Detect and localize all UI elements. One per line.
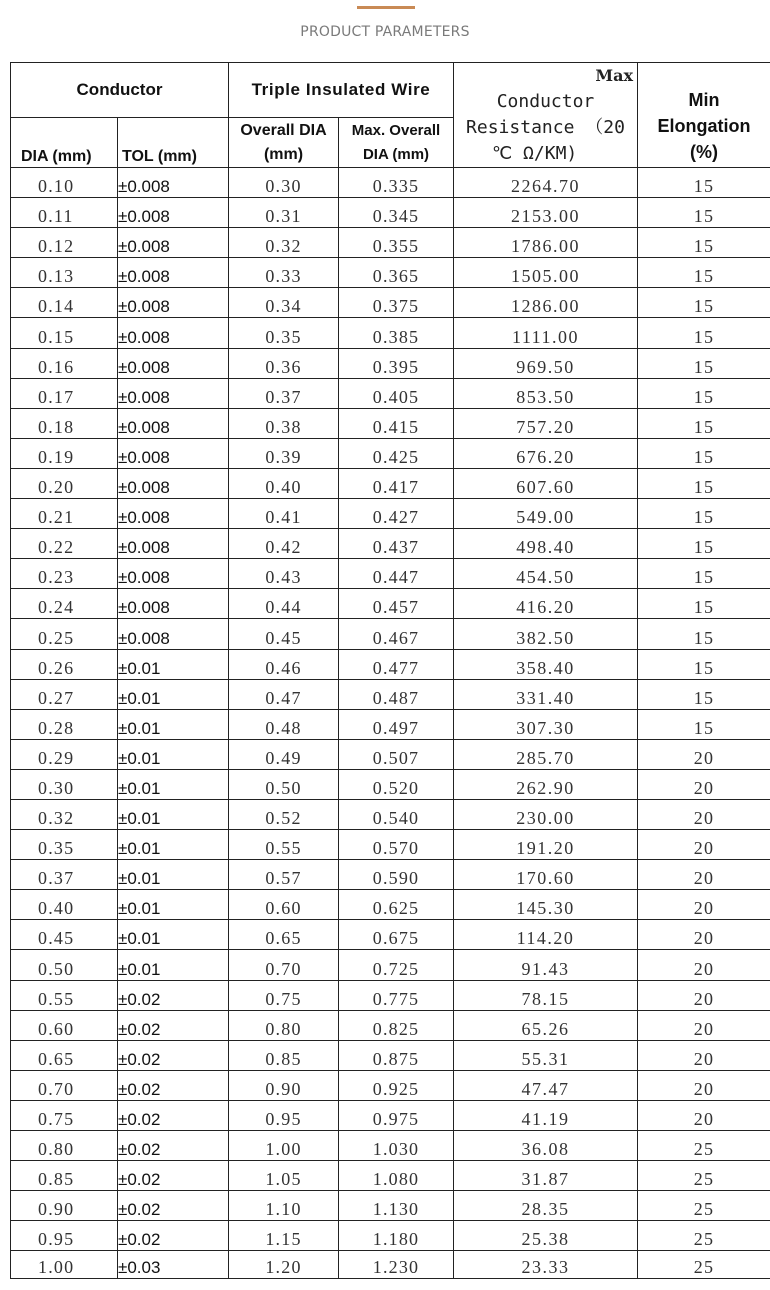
overall-dia-cell: 1.05 [229, 1161, 339, 1191]
overall-dia-cell: 0.50 [229, 769, 339, 799]
min-elongation-cell: 25 [638, 1251, 770, 1279]
overall-dia-cell: 0.90 [229, 1070, 339, 1100]
overall-dia-cell: 0.33 [229, 258, 339, 288]
conductor-tol-cell: ±0.008 [118, 619, 229, 649]
table-row [11, 1040, 770, 1070]
table-row [11, 559, 770, 589]
table-row [11, 288, 770, 318]
tol-mm-header: TOL (mm) [118, 118, 229, 168]
max-overall-dia-cell: 0.417 [339, 468, 454, 498]
conductor-tol-cell: ±0.008 [118, 348, 229, 378]
max-overall-dia-cell: 0.375 [339, 288, 454, 318]
max-resistance-cell: 1286.00 [454, 288, 638, 318]
overall-dia-cell: 0.65 [229, 920, 339, 950]
max-overall-dia-cell: 0.725 [339, 950, 454, 980]
conductor-tol-cell: ±0.008 [118, 499, 229, 529]
conductor-dia-cell: 0.29 [11, 739, 118, 769]
min-elongation-cell: 15 [638, 258, 770, 288]
max-resistance-cell: 262.90 [454, 769, 638, 799]
max-overall-dia-cell: 0.570 [339, 830, 454, 860]
overall-dia-header [229, 118, 339, 168]
max-resistance-cell: 498.40 [454, 529, 638, 559]
conductor-tol-cell: ±0.01 [118, 950, 229, 980]
table-row [11, 890, 770, 920]
parameters-table-body [11, 168, 770, 1279]
max-overall-dia-cell: 0.590 [339, 860, 454, 890]
conductor-tol-cell: ±0.008 [118, 198, 229, 228]
table-row [11, 950, 770, 980]
max-overall-dia-cell: 0.355 [339, 228, 454, 258]
min-elongation-cell: 20 [638, 1040, 770, 1070]
conductor-tol-cell: ±0.008 [118, 228, 229, 258]
overall-dia-cell: 0.45 [229, 619, 339, 649]
conductor-dia-cell: 0.55 [11, 980, 118, 1010]
max-resistance-cell: 757.20 [454, 408, 638, 438]
max-resistance-cell: 114.20 [454, 920, 638, 950]
table-row [11, 258, 770, 288]
overall-dia-cell: 0.40 [229, 468, 339, 498]
conductor-dia-cell: 0.10 [11, 168, 118, 198]
max-overall-dia-cell: 0.925 [339, 1070, 454, 1100]
table-row [11, 198, 770, 228]
min-elongation-cell: 15 [638, 168, 770, 198]
overall-dia-cell: 0.31 [229, 198, 339, 228]
conductor-dia-cell: 0.21 [11, 499, 118, 529]
max-overall-dia-cell: 0.405 [339, 378, 454, 408]
min-elongation-cell: 20 [638, 830, 770, 860]
max-overall-dia-cell: 0.365 [339, 258, 454, 288]
conductor-dia-cell: 0.90 [11, 1191, 118, 1221]
max-resistance-cell: 676.20 [454, 438, 638, 468]
conductor-tol-cell: ±0.02 [118, 1100, 229, 1130]
table-row [11, 860, 770, 890]
parameters-table [10, 62, 770, 1279]
max-overall-dia-cell: 0.975 [339, 1100, 454, 1130]
max-resistance-cell: 36.08 [454, 1131, 638, 1161]
min-elongation-line3: (%) [690, 142, 718, 162]
min-elongation-cell: 15 [638, 438, 770, 468]
conductor-dia-cell: 0.17 [11, 378, 118, 408]
max-overall-dia-cell: 1.230 [339, 1251, 454, 1279]
min-elongation-cell: 15 [638, 378, 770, 408]
max-resistance-cell: 65.26 [454, 1010, 638, 1040]
conductor-tol-cell: ±0.01 [118, 830, 229, 860]
table-row [11, 168, 770, 198]
table-row [11, 499, 770, 529]
min-elongation-cell: 15 [638, 559, 770, 589]
overall-dia-cell: 0.36 [229, 348, 339, 378]
max-overall-dia-cell: 0.477 [339, 649, 454, 679]
max-resistance-cell: 28.35 [454, 1191, 638, 1221]
min-elongation-cell: 20 [638, 950, 770, 980]
conductor-dia-cell: 0.65 [11, 1040, 118, 1070]
max-overall-dia-cell: 0.425 [339, 438, 454, 468]
max-resistance-cell: 191.20 [454, 830, 638, 860]
table-row [11, 348, 770, 378]
conductor-dia-cell: 0.37 [11, 860, 118, 890]
max-resistance-cell: 1786.00 [454, 228, 638, 258]
min-elongation-cell: 20 [638, 769, 770, 799]
table-row [11, 1131, 770, 1161]
conductor-dia-cell: 0.14 [11, 288, 118, 318]
overall-dia-cell: 0.80 [229, 1010, 339, 1040]
table-row [11, 679, 770, 709]
conductor-tol-cell: ±0.008 [118, 318, 229, 348]
min-elongation-cell: 15 [638, 529, 770, 559]
table-row [11, 920, 770, 950]
conductor-dia-cell: 0.12 [11, 228, 118, 258]
overall-dia-cell: 0.85 [229, 1040, 339, 1070]
table-row [11, 739, 770, 769]
min-elongation-cell: 20 [638, 920, 770, 950]
min-elongation-cell: 15 [638, 499, 770, 529]
conductor-group-header: Conductor [11, 63, 229, 118]
min-elongation-cell: 15 [638, 288, 770, 318]
min-elongation-cell: 15 [638, 468, 770, 498]
overall-dia-cell: 0.70 [229, 950, 339, 980]
max-resistance-cell: 91.43 [454, 950, 638, 980]
triple-insulated-wire-group-header: Triple Insulated Wire [229, 63, 454, 118]
conductor-dia-cell: 0.85 [11, 1161, 118, 1191]
max-resistance-cell: 1505.00 [454, 258, 638, 288]
title-accent-bar [357, 6, 415, 9]
table-row [11, 1070, 770, 1100]
conductor-dia-cell: 0.25 [11, 619, 118, 649]
overall-dia-cell: 0.55 [229, 830, 339, 860]
conductor-dia-cell: 0.18 [11, 408, 118, 438]
max-overall-dia-cell: 0.345 [339, 198, 454, 228]
table-row [11, 799, 770, 829]
max-overall-dia-cell: 0.457 [339, 589, 454, 619]
conductor-dia-cell: 0.24 [11, 589, 118, 619]
conductor-dia-cell: 0.50 [11, 950, 118, 980]
overall-dia-cell: 1.15 [229, 1221, 339, 1251]
conductor-tol-cell: ±0.008 [118, 288, 229, 318]
max-resistance-cell: 416.20 [454, 589, 638, 619]
conductor-tol-cell: ±0.02 [118, 1040, 229, 1070]
min-elongation-line2: Elongation [657, 116, 751, 136]
max-overall-dia-cell: 0.625 [339, 890, 454, 920]
conductor-tol-cell: ±0.02 [118, 980, 229, 1010]
max-resistance-cell: 31.87 [454, 1161, 638, 1191]
max-overall-dia-cell: 1.130 [339, 1191, 454, 1221]
overall-dia-cell: 1.00 [229, 1131, 339, 1161]
conductor-tol-cell: ±0.01 [118, 920, 229, 950]
conductor-dia-cell: 0.75 [11, 1100, 118, 1130]
max-resistance-cell: 969.50 [454, 348, 638, 378]
table-row [11, 769, 770, 799]
overall-dia-cell: 0.43 [229, 559, 339, 589]
max-resistance-cell: 170.60 [454, 860, 638, 890]
table-row [11, 228, 770, 258]
overall-dia-cell: 0.34 [229, 288, 339, 318]
max-overall-dia-cell: 0.675 [339, 920, 454, 950]
max-resistance-cell: 853.50 [454, 378, 638, 408]
overall-dia-cell: 1.20 [229, 1251, 339, 1279]
table-row [11, 1161, 770, 1191]
min-elongation-cell: 20 [638, 799, 770, 829]
max-overall-dia-header [339, 118, 454, 168]
overall-dia-line1: Overall DIA [240, 121, 327, 139]
overall-dia-cell: 0.57 [229, 860, 339, 890]
min-elongation-cell: 25 [638, 1221, 770, 1251]
max-resistance-cell: 2264.70 [454, 168, 638, 198]
max-resistance-cell: 331.40 [454, 679, 638, 709]
min-elongation-cell: 25 [638, 1161, 770, 1191]
page-title: PRODUCT PARAMETERS [300, 24, 470, 40]
min-elongation-cell: 20 [638, 1010, 770, 1040]
overall-dia-line2: (mm) [263, 145, 304, 163]
max-resistance-cell: 382.50 [454, 619, 638, 649]
overall-dia-cell: 0.35 [229, 318, 339, 348]
conductor-tol-cell: ±0.008 [118, 408, 229, 438]
conductor-tol-cell: ±0.02 [118, 1161, 229, 1191]
table-row [11, 468, 770, 498]
max-resistance-cell: 607.60 [454, 468, 638, 498]
conductor-dia-cell: 0.40 [11, 890, 118, 920]
max-resistance-line4: ℃ Ω/KM) [492, 143, 578, 164]
conductor-dia-cell: 0.80 [11, 1131, 118, 1161]
conductor-tol-cell: ±0.02 [118, 1131, 229, 1161]
min-elongation-cell: 15 [638, 619, 770, 649]
max-overall-dia-cell: 0.385 [339, 318, 454, 348]
max-overall-dia-cell: 0.437 [339, 529, 454, 559]
max-resistance-cell: 307.30 [454, 709, 638, 739]
max-overall-dia-cell: 0.487 [339, 679, 454, 709]
max-resistance-cell: 145.30 [454, 890, 638, 920]
conductor-dia-cell: 0.13 [11, 258, 118, 288]
max-resistance-cell: 23.33 [454, 1251, 638, 1279]
max-resistance-cell: 549.00 [454, 499, 638, 529]
conductor-tol-cell: ±0.01 [118, 739, 229, 769]
min-elongation-cell: 20 [638, 980, 770, 1010]
conductor-tol-cell: ±0.008 [118, 468, 229, 498]
max-resistance-line3: Resistance （20 [466, 117, 625, 138]
table-row [11, 529, 770, 559]
overall-dia-cell: 0.46 [229, 649, 339, 679]
conductor-tol-cell: ±0.01 [118, 679, 229, 709]
dia-mm-header: DIA (mm) [11, 118, 118, 168]
max-resistance-cell: 454.50 [454, 559, 638, 589]
max-conductor-resistance-header [454, 63, 638, 168]
table-row [11, 378, 770, 408]
max-overall-dia-cell: 0.497 [339, 709, 454, 739]
min-elongation-cell: 15 [638, 348, 770, 378]
conductor-dia-cell: 0.60 [11, 1010, 118, 1040]
overall-dia-cell: 0.41 [229, 499, 339, 529]
conductor-dia-cell: 0.19 [11, 438, 118, 468]
conductor-tol-cell: ±0.008 [118, 559, 229, 589]
conductor-tol-cell: ±0.01 [118, 799, 229, 829]
conductor-dia-cell: 0.95 [11, 1221, 118, 1251]
table-row [11, 1010, 770, 1040]
max-overall-dia-cell: 0.395 [339, 348, 454, 378]
table-row [11, 1191, 770, 1221]
overall-dia-cell: 0.42 [229, 529, 339, 559]
conductor-tol-cell: ±0.01 [118, 890, 229, 920]
min-elongation-line1: Min [688, 90, 720, 110]
min-elongation-cell: 20 [638, 890, 770, 920]
max-overall-dia-line1: Max. Overall [351, 121, 441, 139]
max-overall-dia-cell: 0.520 [339, 769, 454, 799]
overall-dia-cell: 0.38 [229, 408, 339, 438]
max-overall-dia-cell: 1.080 [339, 1161, 454, 1191]
header-row-groups [11, 63, 770, 118]
conductor-tol-cell: ±0.01 [118, 709, 229, 739]
max-resistance-cell: 2153.00 [454, 198, 638, 228]
table-row [11, 649, 770, 679]
overall-dia-cell: 0.32 [229, 228, 339, 258]
max-overall-dia-cell: 0.447 [339, 559, 454, 589]
max-overall-dia-cell: 0.415 [339, 408, 454, 438]
max-resistance-cell: 25.38 [454, 1221, 638, 1251]
conductor-dia-cell: 0.23 [11, 559, 118, 589]
max-resistance-cell: 358.40 [454, 649, 638, 679]
overall-dia-cell: 0.49 [229, 739, 339, 769]
max-resistance-cell: 41.19 [454, 1100, 638, 1130]
max-resistance-cell: 55.31 [454, 1040, 638, 1070]
conductor-dia-cell: 0.30 [11, 769, 118, 799]
overall-dia-cell: 0.60 [229, 890, 339, 920]
min-elongation-cell: 15 [638, 709, 770, 739]
min-elongation-cell: 20 [638, 1100, 770, 1130]
max-overall-dia-cell: 0.467 [339, 619, 454, 649]
conductor-dia-cell: 0.70 [11, 1070, 118, 1100]
max-overall-dia-cell: 1.030 [339, 1131, 454, 1161]
max-resistance-cell: 1111.00 [454, 318, 638, 348]
max-overall-dia-cell: 0.825 [339, 1010, 454, 1040]
max-overall-dia-cell: 0.335 [339, 168, 454, 198]
conductor-tol-cell: ±0.01 [118, 649, 229, 679]
conductor-tol-cell: ±0.008 [118, 168, 229, 198]
conductor-dia-cell: 0.15 [11, 318, 118, 348]
min-elongation-cell: 15 [638, 198, 770, 228]
table-row [11, 1221, 770, 1251]
conductor-tol-cell: ±0.02 [118, 1070, 229, 1100]
conductor-dia-cell: 0.26 [11, 649, 118, 679]
conductor-tol-cell: ±0.02 [118, 1010, 229, 1040]
conductor-dia-cell: 0.32 [11, 799, 118, 829]
min-elongation-cell: 15 [638, 649, 770, 679]
min-elongation-cell: 25 [638, 1191, 770, 1221]
conductor-dia-cell: 0.22 [11, 529, 118, 559]
max-resistance-cell: 230.00 [454, 799, 638, 829]
min-elongation-cell: 15 [638, 408, 770, 438]
min-elongation-cell: 25 [638, 1131, 770, 1161]
conductor-dia-cell: 0.20 [11, 468, 118, 498]
table-row [11, 980, 770, 1010]
max-overall-dia-cell: 0.875 [339, 1040, 454, 1070]
table-row [11, 830, 770, 860]
overall-dia-cell: 0.95 [229, 1100, 339, 1130]
min-elongation-header [638, 63, 770, 168]
max-resistance-line1: Max [595, 66, 633, 85]
table-row [11, 408, 770, 438]
max-overall-dia-line2: DIA (mm) [362, 145, 430, 163]
max-overall-dia-cell: 0.507 [339, 739, 454, 769]
conductor-tol-cell: ±0.008 [118, 589, 229, 619]
max-resistance-cell: 47.47 [454, 1070, 638, 1100]
conductor-dia-cell: 0.35 [11, 830, 118, 860]
min-elongation-cell: 20 [638, 739, 770, 769]
table-row [11, 318, 770, 348]
conductor-dia-cell: 0.27 [11, 679, 118, 709]
overall-dia-cell: 0.44 [229, 589, 339, 619]
table-row [11, 619, 770, 649]
overall-dia-cell: 0.75 [229, 980, 339, 1010]
conductor-tol-cell: ±0.008 [118, 378, 229, 408]
conductor-dia-cell: 1.00 [11, 1251, 118, 1279]
max-resistance-line2: Conductor [496, 91, 595, 112]
max-resistance-cell: 78.15 [454, 980, 638, 1010]
conductor-tol-cell: ±0.02 [118, 1191, 229, 1221]
conductor-dia-cell: 0.45 [11, 920, 118, 950]
conductor-tol-cell: ±0.008 [118, 529, 229, 559]
overall-dia-cell: 1.10 [229, 1191, 339, 1221]
table-row [11, 438, 770, 468]
max-resistance-cell: 285.70 [454, 739, 638, 769]
conductor-tol-cell: ±0.03 [118, 1251, 229, 1279]
min-elongation-cell: 15 [638, 228, 770, 258]
min-elongation-cell: 20 [638, 1070, 770, 1100]
table-row [11, 1100, 770, 1130]
overall-dia-cell: 0.52 [229, 799, 339, 829]
overall-dia-cell: 0.37 [229, 378, 339, 408]
max-overall-dia-cell: 0.540 [339, 799, 454, 829]
overall-dia-cell: 0.39 [229, 438, 339, 468]
conductor-tol-cell: ±0.01 [118, 860, 229, 890]
conductor-dia-cell: 0.16 [11, 348, 118, 378]
overall-dia-cell: 0.47 [229, 679, 339, 709]
table-row [11, 589, 770, 619]
conductor-tol-cell: ±0.01 [118, 769, 229, 799]
conductor-dia-cell: 0.28 [11, 709, 118, 739]
min-elongation-cell: 20 [638, 860, 770, 890]
min-elongation-cell: 15 [638, 318, 770, 348]
table-row [11, 709, 770, 739]
max-overall-dia-cell: 0.427 [339, 499, 454, 529]
max-overall-dia-cell: 1.180 [339, 1221, 454, 1251]
overall-dia-cell: 0.48 [229, 709, 339, 739]
max-overall-dia-cell: 0.775 [339, 980, 454, 1010]
conductor-tol-cell: ±0.008 [118, 438, 229, 468]
min-elongation-cell: 15 [638, 679, 770, 709]
min-elongation-cell: 15 [638, 589, 770, 619]
table-row [11, 1251, 770, 1279]
conductor-dia-cell: 0.11 [11, 198, 118, 228]
conductor-tol-cell: ±0.02 [118, 1221, 229, 1251]
overall-dia-cell: 0.30 [229, 168, 339, 198]
conductor-tol-cell: ±0.008 [118, 258, 229, 288]
